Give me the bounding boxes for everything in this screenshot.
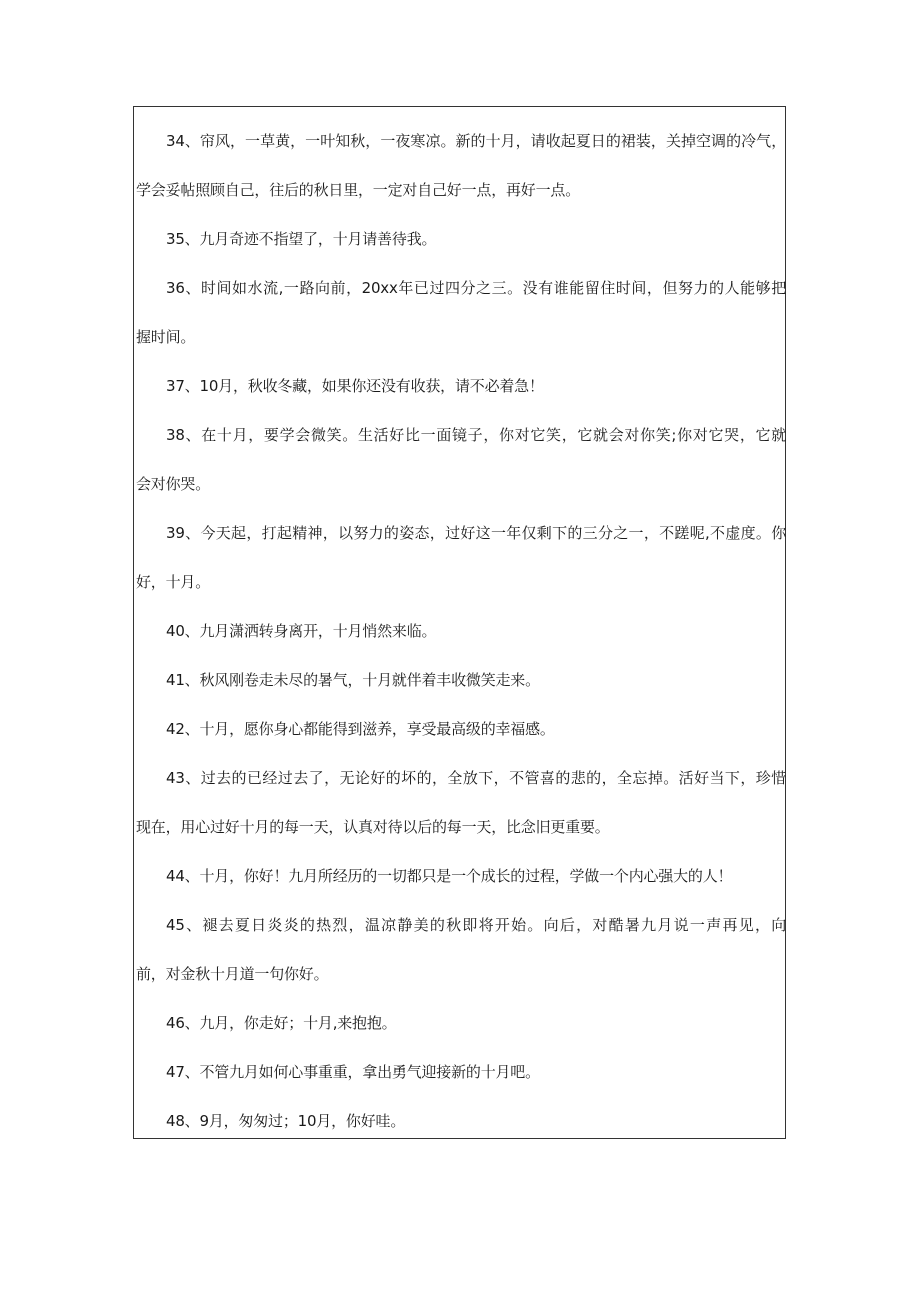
text-line: 好，十月。	[136, 573, 211, 591]
text-line: 46、九月，你走好；十月,来抱抱。	[166, 1014, 397, 1032]
text-line: 48、9月，匆匆过；10月，你好哇。	[166, 1112, 406, 1130]
text-line: 37、10月，秋收冬藏，如果你还没有收获，请不必着急！	[166, 377, 544, 395]
text-line: 握时间。	[136, 328, 196, 346]
text-line: 现在，用心过好十月的每一天，认真对待以后的每一天，比念旧更重要。	[136, 818, 610, 836]
text-line: 前，对金秋十月道一句你好。	[136, 965, 329, 983]
text-line: 34、帘风，一草黄，一叶知秋，一夜寒凉。新的十月，请收起夏日的裙装，关掉空调的冷气，	[166, 132, 786, 150]
text-line: 41、秋风刚卷走未尽的暑气，十月就伴着丰收微笑走来。	[166, 671, 540, 689]
text-line: 学会妥帖照顾自己，往后的秋日里，一定对自己好一点，再好一点。	[136, 181, 581, 199]
text-line: 42、十月，愿你身心都能得到滋养，享受最高级的幸福感。	[166, 720, 555, 738]
text-line: 会对你哭。	[136, 475, 211, 493]
text-line: 38、在十月，要学会微笑。生活好比一面镜子，你对它笑，它就会对你笑;你对它哭，它就	[166, 426, 786, 444]
text-line: 35、九月奇迹不指望了，十月请善待我。	[166, 230, 437, 248]
text-line: 36、时间如水流,一路向前，20xx年已过四分之三。没有谁能留住时间，但努力的人能够把	[166, 279, 786, 297]
text-line: 45、褪去夏日炎炎的热烈，温凉静美的秋即将开始。向后，对酷暑九月说一声再见，向	[166, 916, 786, 934]
text-line: 43、过去的已经过去了，无论好的坏的，全放下，不管喜的悲的，全忘掉。活好当下，珍惜	[166, 769, 786, 787]
text-line: 44、十月，你好！九月所经历的一切都只是一个成长的过程，学做一个内心强大的人！	[166, 867, 733, 885]
text-line: 47、不管九月如何心事重重，拿出勇气迎接新的十月吧。	[166, 1063, 540, 1081]
text-line: 40、九月潇洒转身离开，十月悄然来临。	[166, 622, 437, 640]
text-line: 39、今天起，打起精神，以努力的姿态，过好这一年仅剩下的三分之一，不蹉呢,不虚度。你	[166, 524, 786, 542]
